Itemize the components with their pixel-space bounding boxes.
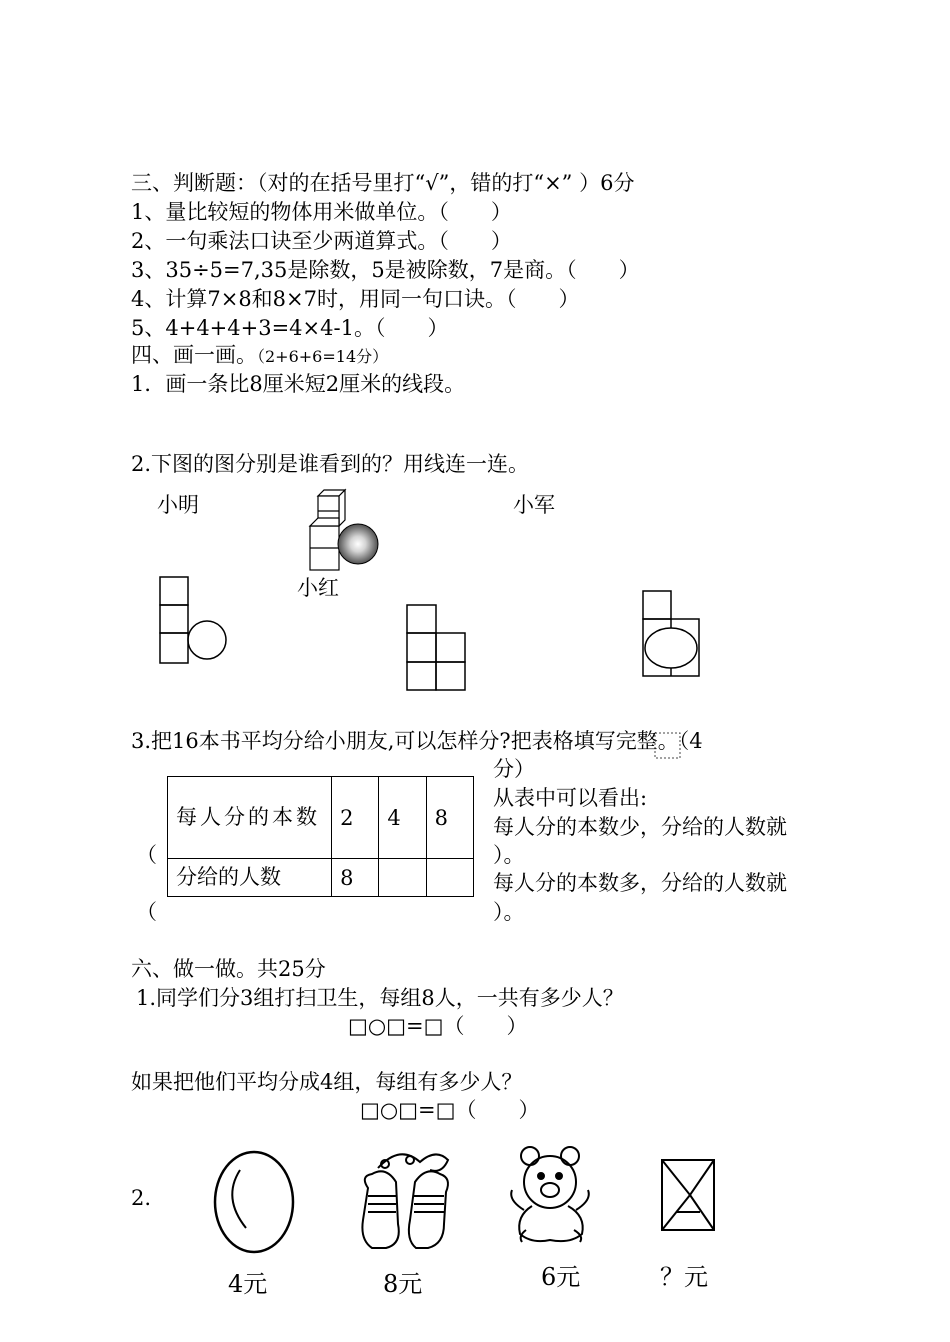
table-cell: 2: [332, 777, 379, 859]
view-figure-2: [406, 604, 468, 694]
section3-title: 三、判断题：（对的在括号里打“√”，错的打“×” ）6分: [131, 171, 635, 195]
shopping-items-figure: [200, 1140, 720, 1340]
conclusion-line-1-end: ）。: [493, 843, 525, 867]
do-question-1: 1.同学们分3组打扫卫生，每组8人，一共有多少人？: [136, 986, 624, 1010]
table-cell[interactable]: [426, 859, 473, 897]
conclusion-line-1: 每人分的本数少，分给的人数就: [493, 815, 787, 839]
name-xiaohong: 小红: [297, 576, 339, 600]
draw-question-2: 2.下图的图分别是谁看到的？用线连一连。: [131, 452, 530, 476]
cursor-frame: [654, 732, 682, 760]
view-figure-1: [159, 576, 231, 666]
ball-icon: [215, 1152, 293, 1252]
price-mittens: 8元: [383, 1270, 423, 1298]
do-question-1b: 如果把他们平均分成4组，每组有多少人？: [131, 1070, 523, 1094]
left-paren-2: （: [136, 900, 157, 924]
judge-item-2: 2、一句乘法口诀至少两道算式。（ ）: [131, 229, 512, 253]
judge-item-4: 4、计算7×8和8×7时，用同一句口诀。（ ）: [131, 287, 580, 311]
judge-item-3: 3、35÷5=7,35是除数，5是被除数，7是商。（ ）: [131, 258, 640, 282]
draw-question-1: 1．画一条比8厘米短2厘米的线段。: [131, 372, 466, 396]
price-tangram: ？元: [660, 1263, 708, 1291]
table-cell[interactable]: [379, 859, 426, 897]
row-label-per-person: 每人分的本数: [168, 777, 332, 859]
judge-item-1: 1、量比较短的物体用米做单位。（ ）: [131, 200, 512, 224]
do-question-2-label: 2.: [131, 1186, 152, 1210]
name-xiaoming: 小明: [157, 493, 199, 517]
row-label-people: 分给的人数: [168, 859, 332, 897]
conclusion-intro: 从表中可以看出:: [493, 786, 648, 810]
judge-item-5: 5、4+4+4+3=4×4-1。（ ）: [131, 316, 449, 340]
table-cell: 4: [379, 777, 426, 859]
left-paren-1: （: [136, 843, 157, 867]
table-cell: 8: [332, 859, 379, 897]
view-figure-3: [641, 590, 703, 680]
section6-title: 六、做一做。共25分: [131, 957, 326, 981]
table-row: [168, 859, 474, 897]
table-question-3: 3.把16本书平均分给小朋友,可以怎样分?把表格填写完整。（4: [131, 729, 703, 753]
section4-points: （2+6+6=14分）: [257, 347, 389, 366]
price-ball: 4元: [228, 1270, 268, 1298]
mittens-icon: [362, 1154, 448, 1248]
table-cell: 8: [426, 777, 473, 859]
section4-title: 四、画一画。: [131, 343, 257, 367]
tangram-icon: [662, 1160, 714, 1230]
books-table: [167, 776, 474, 897]
section4-heading: [131, 343, 388, 368]
name-xiaojun: 小军: [513, 493, 555, 517]
formula-1: □○□=□（ ）: [348, 1014, 528, 1038]
table-question-3-cont: 分）: [493, 757, 535, 781]
conclusion-line-2-end: ）。: [493, 900, 525, 924]
price-teddy-bear: 6元: [541, 1263, 581, 1291]
teddy-bear-icon: [511, 1147, 589, 1242]
conclusion-line-2: 每人分的本数多，分给的人数就: [493, 871, 787, 895]
formula-2: □○□=□（ ）: [360, 1098, 540, 1122]
cubes-and-ball-figure: [300, 488, 390, 578]
table-row: [168, 777, 474, 859]
